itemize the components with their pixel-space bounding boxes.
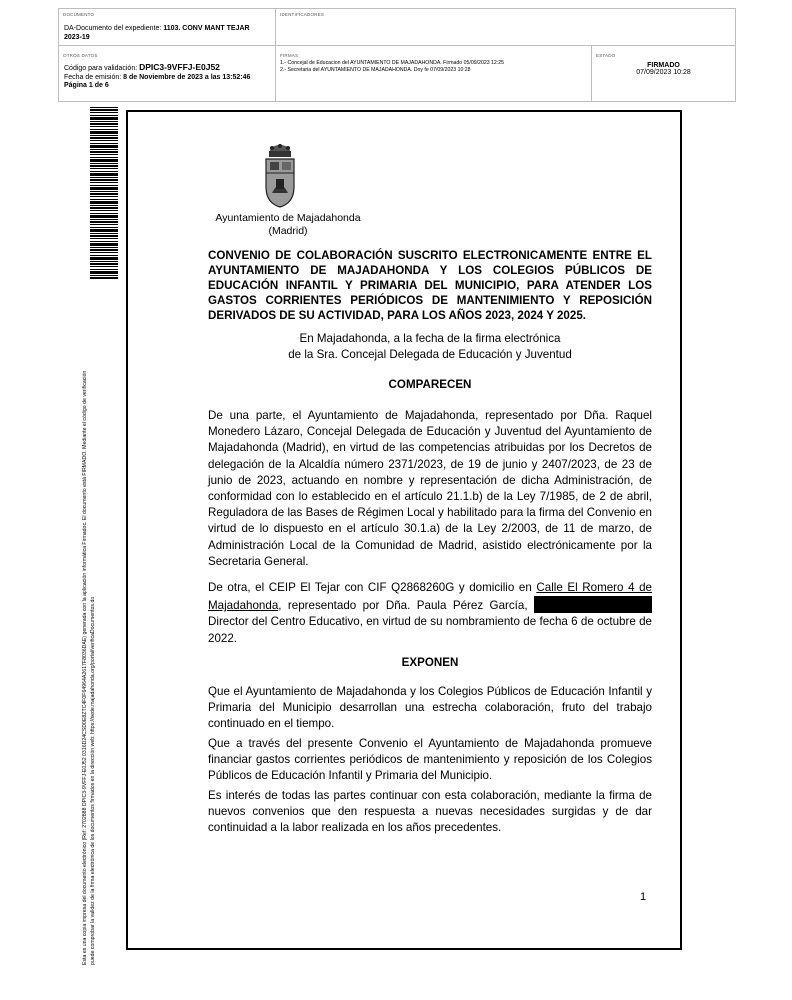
pagina-indicator: Página 1 de 6 bbox=[64, 82, 109, 89]
place-line-1: En Majadahonda, a la fecha de la firma electrónica bbox=[299, 332, 561, 345]
document-header bbox=[58, 8, 736, 102]
otros-datos-label: OTROS DATOS bbox=[63, 53, 98, 58]
firma-2: 2.- Secretaria del AYUNTAMIENTO DE MAJADAHONDA. Doy fe 07/09/2023 10:28 bbox=[280, 67, 471, 73]
redaction-box bbox=[534, 596, 652, 613]
paragraph-exponen-2: Que a través del presente Convenio el Ayuntamiento de Majadahonda promueve financiar gastos corrientes periódicos de mantenimiento y reposición de los Colegios Públicos de Educación Infantil y Primaria del Municipio. bbox=[208, 737, 652, 783]
firma-1: 1.- Concejal de Educacion del AYUNTAMIENTO DE MAJADAHONDA. Firmado 05/09/2023 12:25 bbox=[280, 60, 505, 66]
otros-datos-cell bbox=[58, 45, 276, 102]
estado-value: FIRMADO bbox=[647, 62, 680, 69]
section-heading-exponen: EXPONEN bbox=[401, 656, 459, 669]
identificadores-label: IDENTIFICADORES bbox=[280, 12, 325, 17]
documento-value: DA-Documento del expediente: 1103. CONV MANT TEJAR 2023-19 bbox=[64, 25, 250, 41]
estado-fecha: 07/09/2023 10:28 bbox=[636, 69, 691, 76]
documento-cell bbox=[58, 8, 276, 46]
fecha-emision: Fecha de emisión: 8 de Noviembre de 2023 a las 13:52:46 bbox=[64, 74, 251, 81]
place-line-2: de la Sra. Concejal Delegada de Educación y Juventud bbox=[288, 348, 572, 361]
paragraph-first-party: De una parte, el Ayuntamiento de Majadahonda, representado por Dña. Raquel Monedero Lázaro, Concejal Delegada de Educación y Juventud del Ayuntamiento de Majadahonda (Madrid), en virtud de las competencias atribuidas por los Decretos de delegación de la Alcaldía número 2371/2023, de 19 de junio y 2407/2023, de 23 de junio de 2023, actuando en nombre y representación de dicha Administración, de conformidad con lo establecido en el artículo 21.1.b) de la Ley 7/1985, de 2 de abril, Reguladora de las Bases de Régimen Local y habilitado para la firma del Convenio en virtud de lo dispuesto en el artículo 30.1.a) de la Ley 2/2003, de 11 de marzo, de Administración Local de la Comunidad de Madrid, asistido electrónicamente por la Secretaria General. bbox=[208, 409, 652, 568]
firmas-label: FIRMAS bbox=[280, 53, 299, 58]
paragraph-exponen-3: Es interés de todas las partes continuar con esta colaboración, mediante la firma de nuevos convenios que den respuesta a nuevas necesidades surgidas y de dar continuidad a la labor realizada en los años precedentes. bbox=[208, 789, 652, 835]
letterhead-line1: Ayuntamiento de Majadahonda bbox=[215, 212, 361, 224]
coat-of-arms-icon bbox=[262, 143, 298, 209]
codigo-validacion: Código para validación: DPIC3-9VFFJ-E0J52 bbox=[64, 62, 220, 72]
document-title: CONVENIO DE COLABORACIÓN SUSCRITO ELECTRONICAMENTE ENTRE EL AYUNTAMIENTO DE MAJADAHONDA Y LOS COLEGIOS PÚBLICOS DE EDUCACIÓN INFANTIL Y PRIMARIA DEL MUNICIPIO, PARA ATENDER LOS GASTOS CORRIENTES PERIÓDICOS DE MANTENIMIENTO Y REPOSICIÓN DERIVADOS DE SU ACTIVIDAD, PARA LOS AÑOS 2023, 2024 Y 2025. bbox=[208, 249, 652, 322]
identificadores-cell bbox=[275, 8, 736, 46]
letterhead-line2: (Madrid) bbox=[268, 225, 308, 237]
section-heading-comparecen: COMPARECEN bbox=[388, 378, 472, 391]
paragraph-exponen-1: Que el Ayuntamiento de Majadahonda y los Colegios Públicos de Educación Infantil y Primaria del Municipio desarrollan una estrecha colaboración, fruto del trabajo continuado en el tiempo. bbox=[208, 685, 652, 731]
sidebar-verification-text-2: puede comprobar la validez de la firma electrónica de los documentos firmados en la dirección web: https://sede.majadahonda.org/portal/verificaDocumentos.do bbox=[90, 596, 96, 965]
firmas-cell bbox=[275, 45, 592, 102]
letterhead bbox=[208, 212, 368, 238]
barcode-graphic bbox=[90, 107, 118, 279]
paragraph-second-party: De otra, el CEIP El Tejar con CIF Q2868260G y domicilio en Calle El Romero 4 de Majadahonda, representado por Dña. Paula Pérez García, Director del Centro Educativo, en virtud de su nombramiento de fecha 6 de octubre de 2022. bbox=[208, 581, 652, 645]
page-number: 1 bbox=[640, 891, 647, 903]
documento-label: DOCUMENTO bbox=[63, 12, 95, 17]
sidebar-verification-text-1: Esta es una copia impresa del documento electrónico (Ref: 2702888 DPIC3-9VFFJ-E0J52 0316D24CSD0E8ZTC4F0F64964A2617F8036DAE) generada con la aplicación informática Firmadoc. El documento está FIRMADO. Mediante el código de verificación bbox=[82, 370, 88, 965]
address-link: Calle El Romero 4 de Majadahonda bbox=[208, 581, 652, 613]
estado-label: ESTADO bbox=[596, 53, 616, 58]
estado-cell bbox=[591, 45, 736, 102]
